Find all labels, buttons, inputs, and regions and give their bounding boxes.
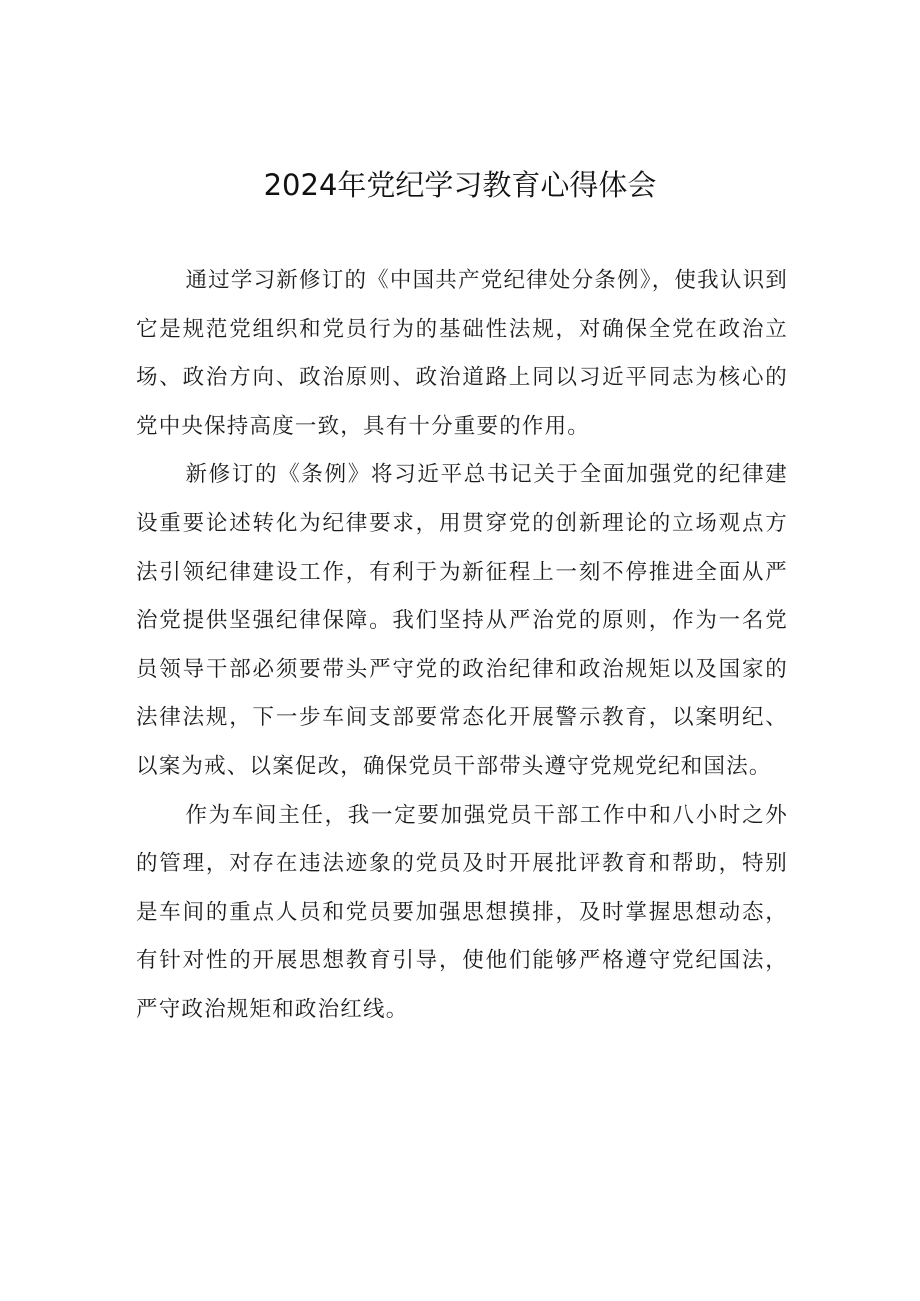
document-title: 2024年党纪学习教育心得体会 <box>263 168 657 202</box>
body-paragraph-3: 作为车间主任，我一定要加强党员干部工作中和八小时之外的管理，对存在违法迹象的党员及时开展批评教育和帮助，特别是车间的重点人员和党员要加强思想摸排，及时掌握思想动态，有针对性的开展思想教育引导，使他们能够严格遵守党纪国法，严守政治规矩和政治红线。 <box>136 802 788 1022</box>
body-paragraph-2: 新修订的《条例》将习近平总书记关于全面加强党的纪律建设重要论述转化为纪律要求，用贯穿党的创新理论的立场观点方法引领纪律建设工作，有利于为新征程上一刻不停推进全面从严治党提供坚强纪律保障。我们坚持从严治党的原则，作为一名党员领导干部必须要带头严守党的政治纪律和政治规矩以及国家的法律法规，下一步车间支部要常态化开展警示教育，以案明纪、以案为戒、以案促改，确保党员干部带头遵守党规党纪和国法。 <box>136 462 788 779</box>
body-paragraph-1: 通过学习新修订的《中国共产党纪律处分条例》，使我认识到它是规范党组织和党员行为的基础性法规，对确保全党在政治立场、政治方向、政治原则、政治道路上同以习近平同志为核心的党中央保持高度一致，具有十分重要的作用。 <box>136 268 788 439</box>
document-body <box>136 257 788 1035</box>
